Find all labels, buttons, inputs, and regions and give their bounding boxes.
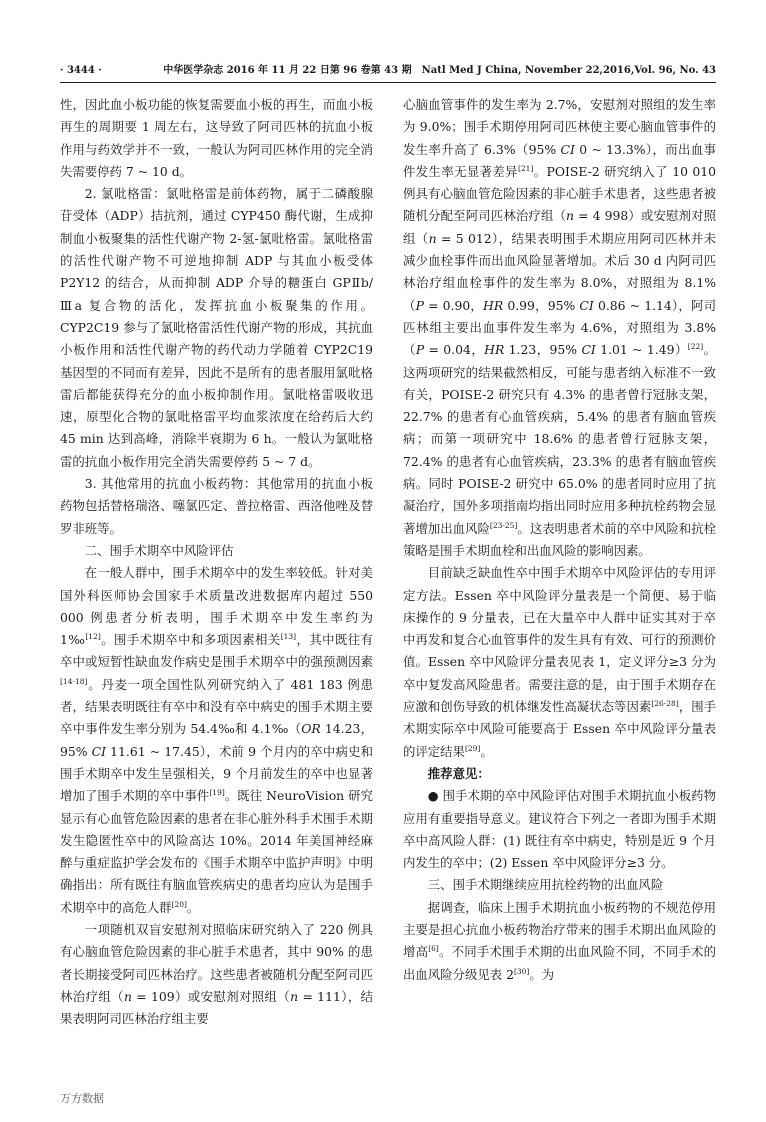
section-heading: 二、围手术期卒中风险评估	[84, 542, 234, 558]
left-column	[60, 94, 373, 1030]
body-paragraph: 据调查，临床上围手术期抗血小板药物的不规范停用主要是担心抗血小板药物治疗带来的围手术期出血风险的增高[6]。不同手术围手术期的出血风险不同，不同手术的出血风险分级见表 2[30]。为	[403, 899, 717, 982]
body-paragraph: 目前缺乏缺血性卒中围手术期卒中风险评估的专用评定方法。Essen 卒中风险评分量表是一个简便、易于临床操作的 9 分量表，已在大量卒中人群中证实其对于卒中再发和复合心血管事件的发生具有有效、可行的预测价值。Essen 卒中风险评分量表见表 1，定义评分≥3 分为卒中复发高风险患者。需要注意的是，由于围手术期存在应激和创伤导致的机体继发性高凝状态等因素[26-28]，围手术期实际卒中风险可能要高于 Essen 卒中风险评分量表的评定结果[29]。	[403, 565, 717, 759]
journal-citation: 中华医学杂志 2016 年 11 月 22 日第 96 卷第 43 期 Natl Med J China, November 22,2016,Vol. 96, No. 43	[163, 65, 716, 76]
body-paragraph: 一项随机双盲安慰剂对照临床研究纳入了 220 例具有心脑血管危险因素的非心脏手术患者，其中 90% 的患者长期接受阿司匹林治疗。这些患者被随机分配至阿司匹林治疗组（n = 109）或安慰剂对照组（n = 111），结果表明阿司匹林治疗组主要	[60, 921, 373, 1027]
two-column-body	[60, 94, 716, 1054]
watermark-footer: 万方数据	[60, 1092, 104, 1105]
body-paragraph-continued: 心脑血管事件的发生率为 2.7%，安慰剂对照组的发生率为 9.0%；围手术期停用阿司匹林使主要心脑血管事件的发生率升高了 6.3%（95% CI 0 ~ 13.3%），而出血事件发生率无显著差异[21]。POISE-2 研究纳入了 10 010 例具有心脑血管危险因素的非心脏手术患者，这些患者被随机分配至阿司匹林治疗组（n = 4 998）或安慰剂对照组（n = 5 012），结果表明围手术期应用阿司匹林并未减少血栓事件而出血风险显著增加。术后 30 d 内阿司匹林治疗组血栓事件的发生率为 8.0%，对照组为 8.1%（P = 0.90，HR 0.99，95% CI 0.86 ~ 1.14），阿司匹林组主要出血事件发生率为 4.6%，对照组为 3.8%（P = 0.04，HR 1.23，95% CI 1.01 ~ 1.49）[22]。这两项研究的结果截然相反，可能与患者纳入标准不一致有关，POISE-2 研究只有 4.3% 的患者曾行冠脉支架，22.7% 的患者有心血管疾病，5.4% 的患者有脑血管疾病；而第一项研究中 18.6% 的患者曾行冠脉支架，72.4% 的患者有心血管疾病，23.3% 的患者有脑血管疾病。同时 POISE-2 研究中 65.0% 的患者同时应用了抗凝治疗，国外多项指南均指出同时应用多种抗栓药物会显著增加出血风险[23-25]。这表明患者术前的卒中风险和抗栓策略是围手术期血栓和出血风险的影响因素。	[403, 97, 717, 558]
recommendation-heading: 推荐意见：	[427, 765, 490, 781]
body-paragraph: 3. 其他常用的抗血小板药物：其他常用的抗血小板药物包括替格瑞洛、噻氯匹定、普拉格雷、西洛他唑及替罗非班等。	[60, 476, 373, 536]
body-paragraph-continued: 性，因此血小板功能的恢复需要血小板的再生，而血小板再生的周期要 1 周左右，这导致了阿司匹林的抗血小板作用与药效学并不一致，一般认为阿司匹林作用的完全消失需要停药 7 ~ 10 d。	[60, 97, 373, 179]
page-number: · 3444 ·	[60, 65, 102, 76]
body-paragraph: ● 围手术期的卒中风险评估对围手术期抗血小板药物应用有重要指导意义。建议符合下列之一者即为围手术期卒中高风险人群：(1) 既往有卒中病史，特别是近 9 个月内发生的卒中；(2) Essen 卒中风险评分≥3 分。	[403, 788, 716, 871]
running-header	[60, 62, 716, 83]
section-heading: 三、围手术期继续应用抗栓药物的出血风险	[427, 877, 664, 893]
body-paragraph: 2. 氯吡格雷：氯吡格雷是前体药物，属于二磷酸腺苷受体（ADP）拮抗剂，通过 CYP450 酶代谢，生成抑制血小板聚集的活性代谢产物 2-氢-氯吡格雷。氯吡格雷的活性代谢产物不可逆地抑制 ADP 与其血小板受体 P2Y12 的结合，从而抑制 ADP 介导的糖蛋白 GPⅡb/Ⅲa 复合物的活化，发挥抗血小板聚集的作用。CYP2C19 参与了氯吡格雷活性代谢产物的形成，其抗血小板作用和活性代谢产物的药代动力学随着 CYP2C19 基因型的不同而有差异，因此不是所有的患者服用氯吡格雷后都能获得充分的血小板抑制作用。氯吡格雷吸收迅速，原型化合物的氯吡格雷平均血浆浓度在给药后大约 45 min 达到高峰，消除半衰期为 6 h。一般认为氯吡格雷的抗血小板作用完全消失需要停药 5 ~ 7 d。	[60, 186, 373, 469]
body-paragraph: 在一般人群中，围手术期卒中的发生率较低。针对美国外科医师协会国家手术质量改进数据库内超过 550 000 例患者分析表明，围手术期卒中发生率约为 1‰[12]。围手术期卒中和多项因素相关[13]，其中既往有卒中或短暂性缺血发作病史是围手术期卒中的强预测因素[14-18]。丹麦一项全国性队列研究纳入了 481 183 例患者，结果表明既往有卒中和没有卒中病史的围手术期主要卒中事件发生率分别为 54.4‰和 4.1‰（OR 14.23，95% CI 11.61 ~ 17.45），术前 9 个月内的卒中病史和围手术期卒中发生呈强相关，9 个月前发生的卒中也显著增加了围手术期的卒中事件[19]。既往 NeuroVision 研究显示有心血管危险因素的患者在非心脏外科手术围手术期发生隐匿性卒中的风险高达 10%。2014 年美国神经麻醉与重症监护学会发布的《围手术期卒中监护声明》中明确指出：所有既往有脑血管疾病史的患者均应认为是围手术期卒中的高危人群[20]。	[60, 565, 374, 915]
right-column	[403, 94, 716, 986]
